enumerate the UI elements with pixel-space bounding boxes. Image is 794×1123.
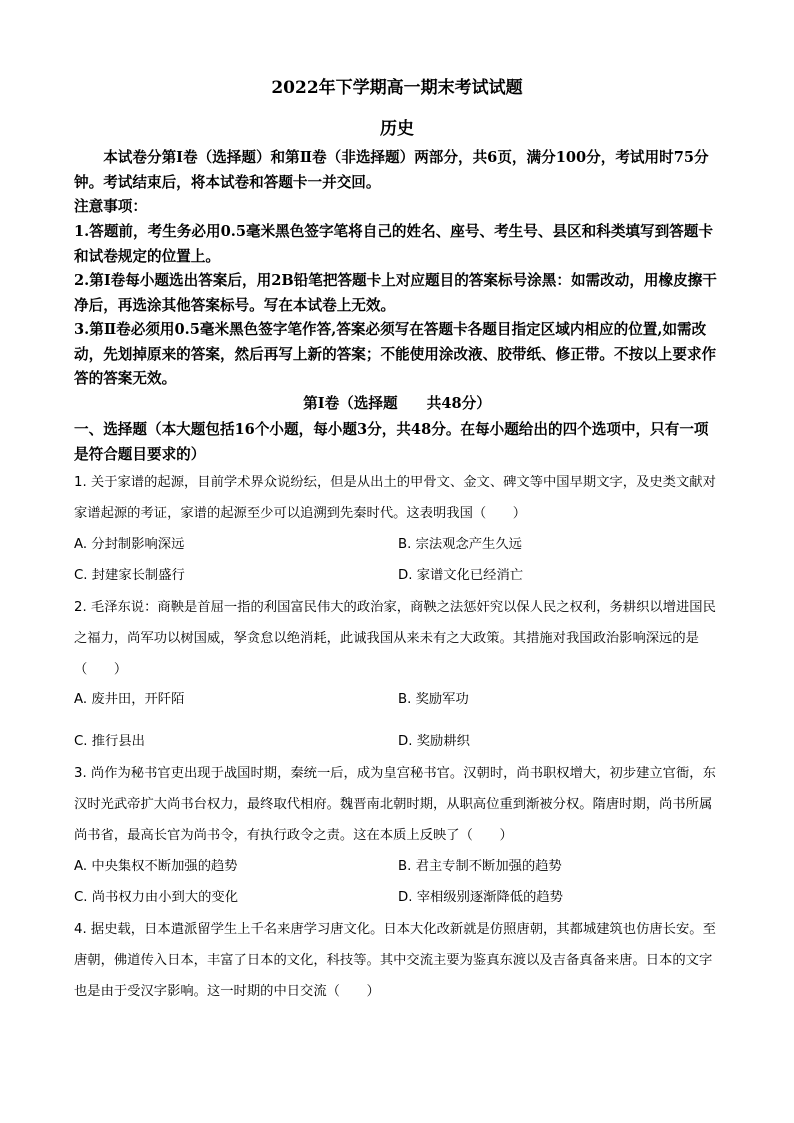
subject-title: 历史	[380, 119, 414, 139]
question-1-stem: 1. 关于家谱的起源，目前学术界众说纷纭，但是从出土的甲骨文、金文、碑文等中国早期文字，及史类文献对家谱起源的考证，家谱的起源至少可以追溯到先秦时代。这表明我国（ ）	[74, 475, 716, 521]
question-4-stem: 4. 据史载，日本遣派留学生上千名来唐学习唐文化。日本大化改新就是仿照唐朝，其都城建筑也仿唐长安。至唐朝，佛道传入日本，丰富了日本的文化，科技等。其中交流主要为鉴真东渡以及吉备真备来唐。日本的文字也是由于受汉字影响。这一时期的中日交流（ ）	[74, 922, 716, 999]
question-3-stem: 3. 尚作为秘书官吏出现于战国时期，秦统一后，成为皇宫秘书官。汉朝时，尚书职权增大，初步建立官衙，东汉时光武帝扩大尚书台权力，最终取代相府。魏晋南北朝时期，从职高位重到渐被分权。隋唐时期，尚书所属尚书省，最高长官为尚书令，有执行政令之责。这在本质上反映了（ ）	[74, 766, 716, 843]
section-title: 第Ⅰ卷（选择题 共48分）	[303, 395, 491, 412]
question-3-option-c: C. 尚书权力由小到大的变化	[74, 890, 239, 905]
question-1-option-a: A. 分封制影响深远	[74, 537, 185, 552]
question-3-option-b: B. 君主专制不断加强的趋势	[398, 859, 562, 874]
question-2-option-d: D. 奖励耕织	[398, 734, 470, 749]
notice-item-1: 1.答题前，考生务必用0.5毫米黑色签字笔将自己的姓名、座号、考生号、县区和科类填写到答题卡和试卷规定的位置上。	[74, 223, 713, 265]
question-2-option-a: A. 废井田，开阡陌	[74, 692, 185, 707]
question-1-option-b: B. 宗法观念产生久远	[398, 537, 522, 552]
question-2-option-c: C. 推行县出	[74, 734, 145, 749]
notice-item-3: 3.第Ⅱ卷必须用0.5毫米黑色签字笔作答,答案必须写在答题卡各题目指定区域内相应的位置,如需改动，先划掉原来的答案，然后再写上新的答案；不能使用涂改液、胶带纸、修正带。不按以上要求作答的答案无效。	[74, 321, 717, 387]
question-1-option-d: D. 家谱文化已经消亡	[398, 568, 524, 583]
notice-item-2: 2.第Ⅰ卷每小题选出答案后，用2B铅笔把答题卡上对应题目的答案标号涂黑：如需改动，用橡皮擦干净后，再选涂其他答案标号。写在本试卷上无效。	[74, 272, 717, 314]
question-3-option-d: D. 宰相级别逐渐降低的趋势	[398, 890, 563, 905]
question-3-option-a: A. 中央集权不断加强的趋势	[74, 859, 238, 874]
question-2-option-b: B. 奖励军功	[398, 692, 469, 707]
exam-title: 2022年下学期高一期末考试试题	[271, 78, 523, 98]
section-instruction: 一、选择题（本大题包括16个小题，每小题3分，共48分。在每小题给出的四个选项中，只有一项是符合题目要求的）	[74, 421, 709, 463]
intro-paragraph: 本试卷分第Ⅰ卷（选择题）和第Ⅱ卷（非选择题）两部分，共6页，满分100分，考试用时75分钟。考试结束后，将本试卷和答题卡一并交回。	[74, 149, 709, 191]
question-1-option-c: C. 封建家长制盛行	[74, 568, 185, 583]
question-2-stem: 2. 毛泽东说：商鞅是首屈一指的利国富民伟大的政治家，商鞅之法惩奸究以保人民之权利，务耕织以增进国民之福力，尚军功以树国威，孥贪怠以绝消耗，此诚我国从来未有之大政策。其措施对我国政治影响深远的是（ ）	[74, 600, 716, 677]
notice-label: 注意事项：	[74, 198, 147, 215]
